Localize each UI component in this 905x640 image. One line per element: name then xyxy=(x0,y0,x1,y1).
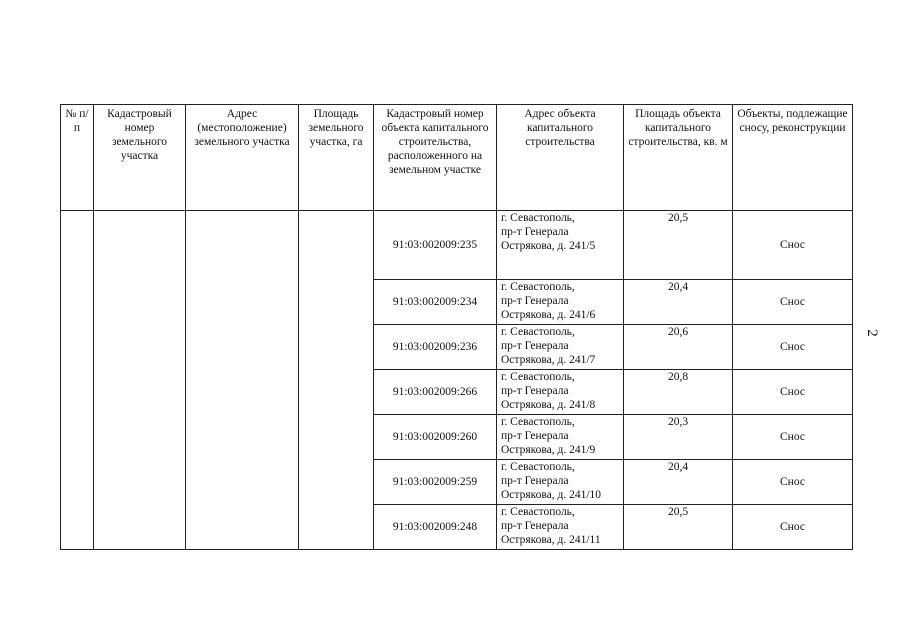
table-header-row xyxy=(61,105,853,211)
cell-action: Снос xyxy=(733,415,853,460)
cell-object-area: 20,8 xyxy=(624,370,733,415)
cell-object-area: 20,4 xyxy=(624,460,733,505)
cell-object-cadastral: 91:03:002009:234 xyxy=(374,280,497,325)
cell-object-area: 20,5 xyxy=(624,505,733,550)
cell-object-address: г. Севастополь, пр-т Генерала Острякова, д. 241/11 xyxy=(497,505,624,550)
header-land-area: Площадь земельного участка, га xyxy=(299,105,374,211)
cell-action: Снос xyxy=(733,325,853,370)
cell-num xyxy=(61,211,94,550)
cell-action: Снос xyxy=(733,460,853,505)
cell-object-address: г. Севастополь, пр-т Генерала Острякова, д. 241/9 xyxy=(497,415,624,460)
cell-object-address: г. Севастополь, пр-т Генерала Острякова, д. 241/8 xyxy=(497,370,624,415)
cell-object-address: г. Севастополь, пр-т Генерала Острякова, д. 241/7 xyxy=(497,325,624,370)
cell-object-area: 20,3 xyxy=(624,415,733,460)
cell-object-area: 20,4 xyxy=(624,280,733,325)
cell-land-address xyxy=(186,211,299,550)
cell-land-cadastral xyxy=(94,211,186,550)
header-objects-demolition: Объекты, подлежащие сносу, реконструкции xyxy=(733,105,853,211)
cell-action: Снос xyxy=(733,280,853,325)
cell-action: Снос xyxy=(733,370,853,415)
objects-table xyxy=(60,104,853,550)
cell-land-area xyxy=(299,211,374,550)
cell-object-area: 20,5 xyxy=(624,211,733,280)
header-object-area: Площадь объекта капитального строительства, кв. м xyxy=(624,105,733,211)
cell-object-address: г. Севастополь, пр-т Генерала Острякова, д. 241/10 xyxy=(497,460,624,505)
header-object-cadastral: Кадастровый номер объекта капитального строительства, расположенного на земельном участке xyxy=(374,105,497,211)
cell-action: Снос xyxy=(733,211,853,280)
cell-object-cadastral: 91:03:002009:235 xyxy=(374,211,497,280)
cell-object-cadastral: 91:03:002009:248 xyxy=(374,505,497,550)
cell-object-cadastral: 91:03:002009:260 xyxy=(374,415,497,460)
cell-object-address: г. Севастополь, пр-т Генерала Острякова, д. 241/6 xyxy=(497,280,624,325)
cell-object-address: г. Севастополь, пр-т Генерала Острякова, д. 241/5 xyxy=(497,211,624,280)
header-num: № п/п xyxy=(61,105,94,211)
cell-action: Снос xyxy=(733,505,853,550)
cell-object-cadastral: 91:03:002009:236 xyxy=(374,325,497,370)
table-row xyxy=(61,211,853,280)
cell-object-cadastral: 91:03:002009:266 xyxy=(374,370,497,415)
header-land-address: Адрес (местоположение) земельного участка xyxy=(186,105,299,211)
cell-object-area: 20,6 xyxy=(624,325,733,370)
header-object-address: Адрес объекта капитального строительства xyxy=(497,105,624,211)
cell-object-cadastral: 91:03:002009:259 xyxy=(374,460,497,505)
page-number: 2 xyxy=(864,329,880,337)
header-land-cadastral: Кадастровый номер земельного участка xyxy=(94,105,186,211)
